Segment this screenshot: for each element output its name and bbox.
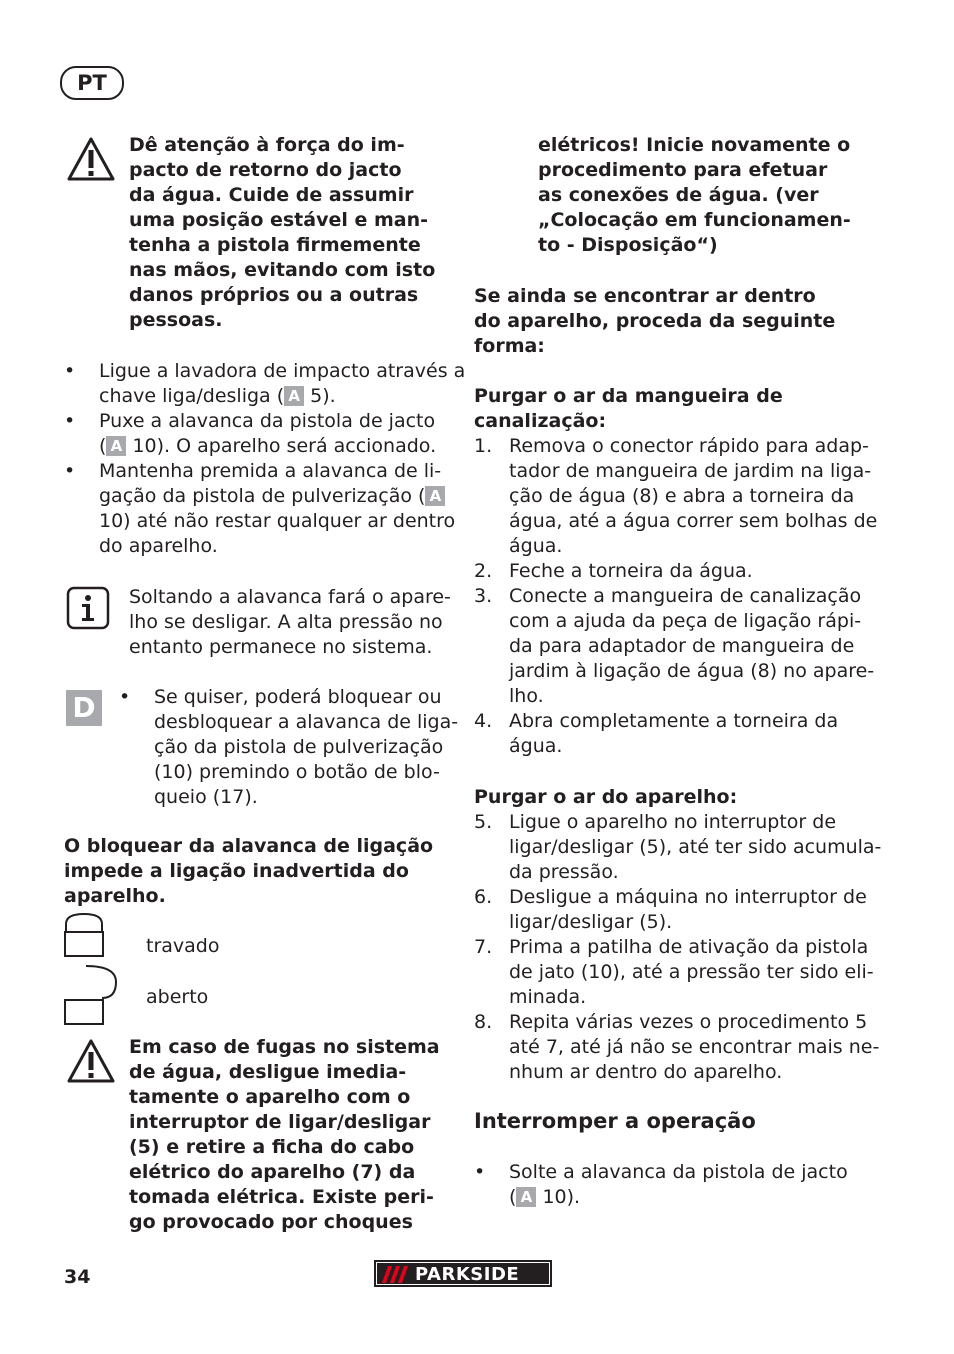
text-line: uma posição estável e man- bbox=[129, 209, 429, 231]
figure-ref-a: A bbox=[425, 486, 445, 506]
text-line: chave liga/desliga ( A 5). bbox=[99, 385, 336, 407]
warning-recoil-text bbox=[129, 133, 435, 333]
text-line: Desligue a máquina no interruptor de bbox=[509, 886, 867, 908]
bullet-icon: • bbox=[64, 460, 76, 482]
text-line: com a ajuda da peça de ligação rápi- bbox=[509, 610, 862, 632]
text-line: Se quiser, poderá bloquear ou bbox=[154, 686, 442, 708]
list-item bbox=[474, 1010, 881, 1085]
text-line: água. bbox=[509, 735, 563, 757]
text-line: de água, desligue imedia- bbox=[129, 1061, 407, 1083]
text-line: forma: bbox=[474, 335, 545, 357]
text-line: procedimento para efetuar bbox=[538, 159, 828, 181]
text-line: to - Disposição“) bbox=[538, 234, 718, 256]
lock-button-bullet bbox=[119, 685, 459, 810]
figure-ref-a: A bbox=[516, 1187, 536, 1207]
info-note-text bbox=[129, 585, 451, 660]
step-number: 4. bbox=[474, 710, 493, 732]
text-line: Solte a alavanca da pistola de jacto bbox=[509, 1161, 848, 1183]
warning-leak-text bbox=[129, 1035, 440, 1235]
step-number: 2. bbox=[474, 560, 493, 582]
text-line: Se ainda se encontrar ar dentro bbox=[474, 285, 816, 307]
text-line: de jato (10), até a pressão ter sido eli- bbox=[509, 961, 874, 983]
text-line: Remova o conector rápido para adap- bbox=[509, 435, 869, 457]
text-line: do aparelho. bbox=[99, 535, 218, 557]
page-number: 34 bbox=[64, 1266, 91, 1288]
text-line: Conecte a mangueira de canalização bbox=[509, 585, 862, 607]
text-line: nas mãos, evitando com isto bbox=[129, 259, 436, 281]
text-line: água, até a água correr sem bolhas de bbox=[509, 510, 878, 532]
language-badge: PT bbox=[60, 66, 124, 100]
text-line: Repita várias vezes o procedimento 5 bbox=[509, 1011, 868, 1033]
text-line: go provocado por choques bbox=[129, 1211, 413, 1233]
padlock-open-icon bbox=[62, 964, 122, 1028]
text-line: do aparelho, proceda da seguinte bbox=[474, 310, 836, 332]
padlock-closed-icon bbox=[62, 912, 106, 958]
text-line: elétricos! Inicie novamente o bbox=[538, 134, 851, 156]
list-item bbox=[474, 935, 881, 1010]
text-line: pessoas. bbox=[129, 309, 223, 331]
text-line: nhum ar dentro do aparelho. bbox=[509, 1061, 783, 1083]
text-line: tador de mangueira de jardim na liga- bbox=[509, 460, 872, 482]
list-item bbox=[64, 359, 466, 409]
text-line: lho se desligar. A alta pressão no bbox=[129, 611, 443, 633]
text-line: até 7, até já não se encontrar mais ne- bbox=[509, 1036, 880, 1058]
text-line: Feche a torneira da água. bbox=[509, 560, 753, 582]
text-line: elétrico do aparelho (7) da bbox=[129, 1161, 416, 1183]
locked-label: travado bbox=[146, 935, 220, 957]
bullet-icon: • bbox=[119, 686, 131, 708]
step-number: 5. bbox=[474, 811, 493, 833]
step-number: 6. bbox=[474, 886, 493, 908]
step-number: 7. bbox=[474, 936, 493, 958]
step-number: 8. bbox=[474, 1011, 493, 1033]
step-number: 1. bbox=[474, 435, 493, 457]
text-line: Purgar o ar da mangueira de bbox=[474, 385, 783, 407]
brand-name: PARKSIDE bbox=[415, 1264, 520, 1285]
text-line: (10) premindo o botão de blo- bbox=[154, 761, 440, 783]
warning-icon bbox=[66, 136, 116, 182]
text-line: água. bbox=[509, 535, 563, 557]
figure-ref-a: A bbox=[106, 436, 126, 456]
text-line: Dê atenção à força do im- bbox=[129, 134, 405, 156]
text-line: ( A 10). bbox=[509, 1186, 581, 1208]
warning-leak-continued bbox=[538, 133, 851, 258]
text-line: impede a ligação inadvertida do bbox=[64, 860, 409, 882]
text-line: tenha a pistola firmemente bbox=[129, 234, 421, 256]
text-line: interruptor de ligar/desligar bbox=[129, 1111, 431, 1133]
text-line: 10) até não restar qualquer ar dentro bbox=[99, 510, 456, 532]
warning-icon bbox=[66, 1038, 116, 1084]
text-line: desbloquear a alavanca de liga- bbox=[154, 711, 459, 733]
text-line: tamente o aparelho com o bbox=[129, 1086, 411, 1108]
parkside-logo bbox=[374, 1260, 552, 1287]
figure-ref-d: D bbox=[66, 690, 102, 726]
text-line: Puxe a alavanca da pistola de jacto bbox=[99, 410, 436, 432]
list-item bbox=[474, 434, 878, 559]
text-line: da pressão. bbox=[509, 861, 619, 883]
list-item bbox=[474, 559, 877, 584]
figure-ref-a: A bbox=[284, 386, 304, 406]
text-line: canalização: bbox=[474, 410, 607, 432]
info-icon bbox=[66, 586, 110, 630]
text-line: danos próprios ou a outras bbox=[129, 284, 419, 306]
step-number: 3. bbox=[474, 585, 493, 607]
bullet-icon: • bbox=[64, 360, 76, 382]
list-item bbox=[474, 810, 882, 885]
text-line: (5) e retire a ficha do cabo bbox=[129, 1136, 415, 1158]
text-line: O bloquear da alavanca de ligação bbox=[64, 835, 434, 857]
text-line: queio (17). bbox=[154, 786, 258, 808]
hose-purge-steps bbox=[474, 434, 878, 759]
air-heading bbox=[474, 284, 835, 359]
text-line: ligar/desligar (5). bbox=[509, 911, 673, 933]
list-item bbox=[474, 885, 881, 935]
bullet-icon: • bbox=[64, 410, 76, 432]
text-line: Em caso de fugas no sistema bbox=[129, 1036, 440, 1058]
text-line: ção da pistola de pulverização bbox=[154, 736, 444, 758]
text-line: pacto de retorno do jacto bbox=[129, 159, 402, 181]
text-line: aparelho. bbox=[64, 885, 166, 907]
start-steps-list bbox=[64, 359, 466, 559]
text-line: tomada elétrica. Existe peri- bbox=[129, 1186, 434, 1208]
device-purge-heading: Purgar o ar do aparelho: bbox=[474, 786, 738, 808]
device-purge-steps bbox=[474, 810, 882, 1085]
text-line: Mantenha premida a alavanca de li- bbox=[99, 460, 442, 482]
open-label: aberto bbox=[146, 986, 209, 1008]
text-line: as conexões de água. (ver bbox=[538, 184, 819, 206]
text-line: minada. bbox=[509, 986, 587, 1008]
text-line: da para adaptador de mangueira de bbox=[509, 635, 855, 657]
text-line: ligar/desligar (5), até ter sido acumula- bbox=[509, 836, 882, 858]
text-line: Ligue o aparelho no interruptor de bbox=[509, 811, 837, 833]
text-line: Ligue a lavadora de impacto através a bbox=[99, 360, 466, 382]
bullet-icon: • bbox=[474, 1161, 486, 1183]
list-item bbox=[474, 709, 877, 759]
text-line: entanto permanece no sistema. bbox=[129, 636, 433, 658]
hose-purge-heading bbox=[474, 384, 783, 434]
text-line: lho. bbox=[509, 685, 544, 707]
text-line: Prima a patilha de ativação da pistola bbox=[509, 936, 869, 958]
lock-heading bbox=[64, 834, 433, 909]
text-line: jardim à ligação de água (8) no apare- bbox=[509, 660, 875, 682]
text-line: gação da pistola de pulverização ( A bbox=[99, 484, 459, 509]
text-line: ( A 10). O aparelho será accionado. bbox=[99, 435, 437, 457]
list-item bbox=[474, 584, 877, 709]
list-item bbox=[64, 459, 459, 559]
text-line: da água. Cuide de assumir bbox=[129, 184, 414, 206]
text-line: Abra completamente a torneira da bbox=[509, 710, 839, 732]
stop-bullet bbox=[474, 1160, 848, 1210]
section-title: Interromper a operação bbox=[474, 1109, 756, 1133]
text-line: Soltando a alavanca fará o apare- bbox=[129, 586, 451, 608]
text-line: „Colocação em funcionamen- bbox=[538, 209, 851, 231]
list-item bbox=[64, 409, 459, 459]
text-line: ção de água (8) e abra a torneira da bbox=[509, 485, 855, 507]
